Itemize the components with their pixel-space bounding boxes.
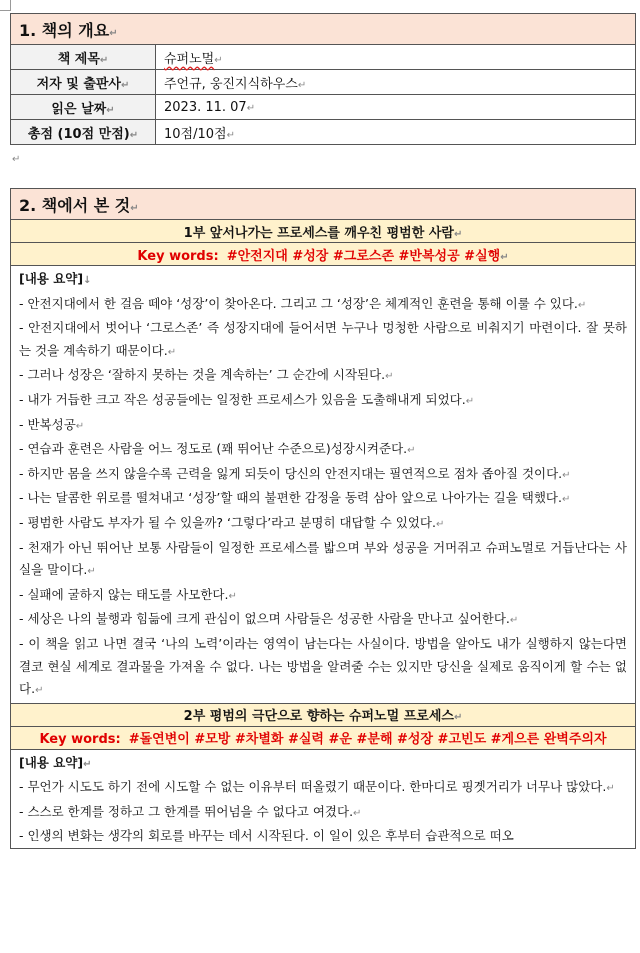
section-2-clip: [0, 188, 640, 953]
row-label: 총점 (10점 만점)↵: [11, 120, 156, 145]
row-label: 책 제목↵: [11, 45, 156, 70]
table-row: [11, 120, 636, 145]
list-item: - 그러나 성장은 ‘잘하지 못하는 것을 계속하는’ 그 순간에 시작된다.↵: [19, 367, 394, 383]
row-label: 읽은 날짜↵: [11, 95, 156, 120]
review-table: [10, 188, 636, 849]
overview-table: [10, 13, 636, 145]
score-value: 10점/10점↵: [156, 120, 636, 145]
row-label: 저자 및 출판사↵: [11, 70, 156, 95]
list-item: - 하지만 몸을 쓰지 않을수록 근력을 잃게 되듯이 당신의 안전지대는 필연적으로 점차 좁아질 것이다.↵: [19, 465, 571, 481]
book-title-value: 슈퍼노멀↵: [156, 45, 636, 70]
list-item: - 연습과 훈련은 사람을 어느 정도로 (꽤 뛰어난 수준으로)성장시켜준다.↵: [19, 441, 416, 457]
list-item: - 세상은 나의 불행과 힘듦에 크게 관심이 없으며 사람들은 성공한 사람을 만나고 싶어한다.↵: [19, 611, 519, 627]
list-item: - 내가 거듭한 크고 작은 성공들에는 일정한 프로세스가 있음을 도출해내게 되었다.↵: [19, 391, 475, 407]
list-item: - 안전지대에서 벗어나 ‘그로스존’ 즉 성장지대에 들어서면 누구나 멍청한 사람으로 비춰지기 마련이다. 잘 못하는 것을 계속하기 때문이다.↵: [19, 320, 627, 358]
list-item: - 평범한 사람도 부자가 될 수 있을까? ‘그렇다’라고 분명히 대답할 수 있었다.↵: [19, 514, 445, 530]
read-date-value: 2023. 11. 07↵: [156, 95, 636, 120]
list-item: - 안전지대에서 한 걸음 떼야 ‘성장’이 찾아온다. 그리고 그 ‘성장’은 체계적인 훈련을 통해 이룰 수 있다.↵: [19, 295, 587, 311]
list-item: - 무언가 시도도 하기 전에 시도할 수 없는 이유부터 떠올렸기 때문이다. 한마디로 핑곗거리가 너무나 많았다.↵: [19, 779, 615, 795]
table-row: [11, 70, 636, 95]
part-2-title: 2부 평범의 극단으로 향하는 슈퍼노멀 프로세스↵: [11, 703, 636, 726]
summary-label: [내용 요약]↓: [19, 271, 92, 286]
list-item: - 이 책을 읽고 나면 결국 ‘나의 노력’이라는 영역이 남는다는 사실이다. 방법을 알아도 내가 실행하지 않는다면 결코 현실 세계로 결과물을 가져올 수 없다. 나는 방법을 알려줄 수는 있지만 당신을 실제로 움직이게 할 수는 없다.↵: [19, 635, 627, 697]
table-row: [11, 45, 636, 70]
page-corner-marker: [0, 0, 11, 11]
list-item: - 나는 달콤한 위로를 떨쳐내고 ‘성장’할 때의 불편한 감정을 동력 삼아 앞으로 나아가는 길을 택했다.↵: [19, 490, 571, 506]
list-item: - 실패에 굴하지 않는 태도를 사모한다.↵: [19, 586, 237, 602]
summary-label: [내용 요약]↵: [19, 754, 92, 770]
list-item: - 반복성공↵: [19, 416, 85, 432]
part-2-summary: [11, 749, 636, 848]
part-1-keywords: Key words: #안전지대 #성장 #그로스존 #반복성공 #실행↵: [11, 243, 636, 266]
section-1-heading: 1. 책의 개요↵: [11, 14, 636, 45]
part-1-title: 1부 앞서나가는 프로세스를 깨우친 평범한 사람↵: [11, 220, 636, 243]
list-item: - 천재가 아닌 뛰어난 보통 사람들이 일정한 프로세스를 밟으며 부와 성공을 거머쥐고 슈퍼노멀로 거듭난다는 사실을 말이다.↵: [19, 539, 627, 578]
list-item: - 인생의 변화는 생각의 회로를 바꾸는 데서 시작된다. 이 일이 있은 후부터 습관적으로 떠오: [19, 828, 514, 844]
section-2-heading: 2. 책에서 본 것↵: [11, 189, 636, 220]
part-2-keywords: Key words: #돌연변이 #모방 #차별화 #실력 #운 #분해 #성장 #고빈도 #게으른 완벽주의자: [11, 726, 636, 749]
part-1-summary: [11, 266, 636, 704]
table-row: [11, 95, 636, 120]
list-item: - 스스로 한계를 정하고 그 한계를 뛰어넘을 수 없다고 여겼다.↵: [19, 803, 362, 819]
author-publisher-value: 주언규, 웅진지식하우스↵: [156, 70, 636, 95]
paragraph-mark: ↵: [12, 154, 21, 165]
